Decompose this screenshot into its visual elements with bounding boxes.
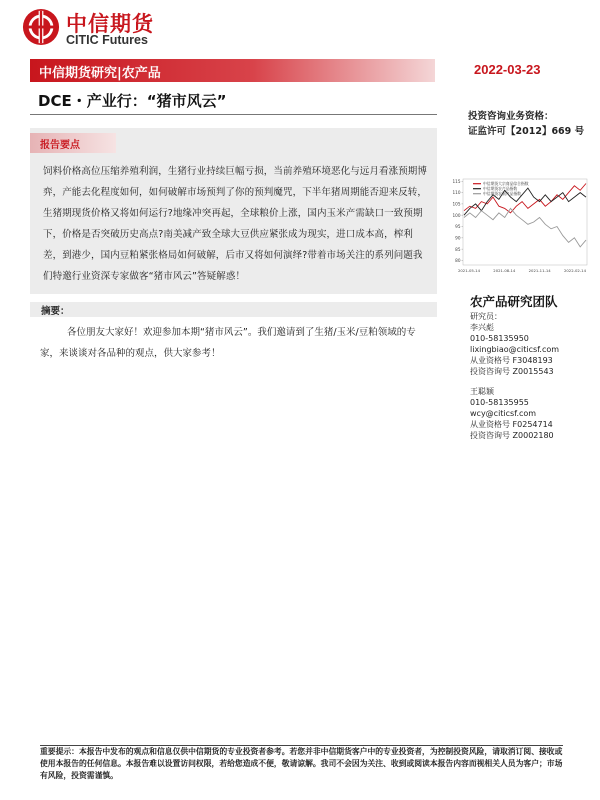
- report-title: DCE・产业行：“猪市风云”: [38, 92, 227, 110]
- analyst-card: [470, 311, 559, 377]
- legend-label: 中信期货大宗商品综合指数: [483, 181, 529, 186]
- analyst-name: 李兴彪: [470, 323, 494, 332]
- y-tick-label: 95: [455, 224, 461, 230]
- citic-logo-icon: [22, 8, 60, 46]
- x-tick-label: 2021-05-14: [457, 268, 481, 273]
- x-tick-label: 2021-11-14: [528, 268, 551, 273]
- analyst-name: 王聪颖: [470, 387, 494, 396]
- analyst-email[interactable]: wcy@citicsf.com: [470, 409, 537, 418]
- key-points-tab: [30, 133, 116, 153]
- analyst-cert: 从业资格号 F3048193: [470, 356, 553, 365]
- qualification-line-2: 证监许可【2012】669 号: [468, 126, 585, 137]
- series-line: [464, 208, 586, 247]
- key-points-box: [30, 128, 437, 294]
- y-tick-label: 85: [455, 246, 461, 252]
- summary-header-bar: [30, 302, 437, 317]
- legend-label: 中信期货农产品指数: [483, 186, 518, 191]
- summary-text: 各位朋友大家好！欢迎参加本期“猪市风云”。我们邀请到了生猪/玉米/豆粕领域的专家，来谈谈对各品种的观点，供大家参考！: [40, 327, 416, 359]
- key-points-text: 饲料价格高位压缩养殖利润，生猪行业持续巨幅亏损，当前养殖环境恶化与远月看涨预期博弈，产能去化程度如何，如何破解市场预判了你的预判魔咒，下半年猪周期能否迎来反转，生猪期现货价格又将如何运行?地缘冲突再起，全球粮价上涨，国内玉米产需缺口一致预期下，价格是否突破历史高点?南美减产致全球大豆供应紧张成为现实，进口成本高，榨利差，到港少，国内豆粕紧张格局如何破解，后市又将如何演绎?带着市场关注的系列问题我们特邀行业资深专家做客“猪市风云”答疑解惑！: [43, 166, 428, 282]
- analyst-phone: 010-58135950: [470, 334, 529, 343]
- logo-chinese-name: 中信期货: [66, 12, 154, 36]
- summary-label: 摘要：: [41, 306, 70, 317]
- analyst-card: [470, 386, 554, 441]
- category-banner: [30, 59, 435, 82]
- x-tick-label: 2021-08-14: [493, 268, 516, 273]
- index-line-chart: [449, 175, 589, 277]
- y-tick-label: 115: [452, 178, 461, 184]
- citic-futures-logo: [22, 6, 192, 50]
- logo-english-name: CITIC Futures: [66, 33, 148, 47]
- analyst-email[interactable]: lixingbiao@citicsf.com: [470, 345, 560, 354]
- qualification-line-1: 投资咨询业务资格：: [468, 111, 554, 122]
- qualification-block: [468, 109, 584, 139]
- report-date: 2022-03-23: [474, 62, 541, 77]
- title-divider: [30, 114, 437, 115]
- legend-label: 中信期货农副产品指数: [483, 191, 521, 196]
- analyst-role: 研究员：: [470, 312, 502, 321]
- analyst-phone: 010-58135955: [470, 398, 529, 407]
- x-tick-label: 2022-02-14: [563, 268, 587, 273]
- banner-label: 中信期货研究|农产品: [39, 66, 161, 81]
- y-tick-label: 80: [455, 258, 461, 264]
- analyst-consult: 投资咨询号 Z0015543: [470, 367, 554, 376]
- analyst-cert: 从业资格号 F0254714: [470, 420, 553, 429]
- y-tick-label: 90: [455, 235, 461, 241]
- analyst-consult: 投资咨询号 Z0002180: [470, 431, 554, 440]
- y-tick-label: 110: [452, 190, 461, 196]
- disclaimer-text: 重要提示：本报告中发布的观点和信息仅供中信期货的专业投资者参考。若您并非中信期货客户中的专业投资者，为控制投资风险，请取消订阅、接收或使用本报告的任何信息。本报告难以设置访问权限，若给您造成不便，敬请谅解。我司不会因为关注、收到或阅读本报告内容而视相关人员为客户；市场有风险，投资需谨慎。: [40, 747, 563, 780]
- team-title: 农产品研究团队: [470, 294, 558, 309]
- y-tick-label: 100: [452, 212, 461, 218]
- key-points-label: 报告要点: [40, 140, 80, 151]
- y-tick-label: 105: [452, 201, 461, 207]
